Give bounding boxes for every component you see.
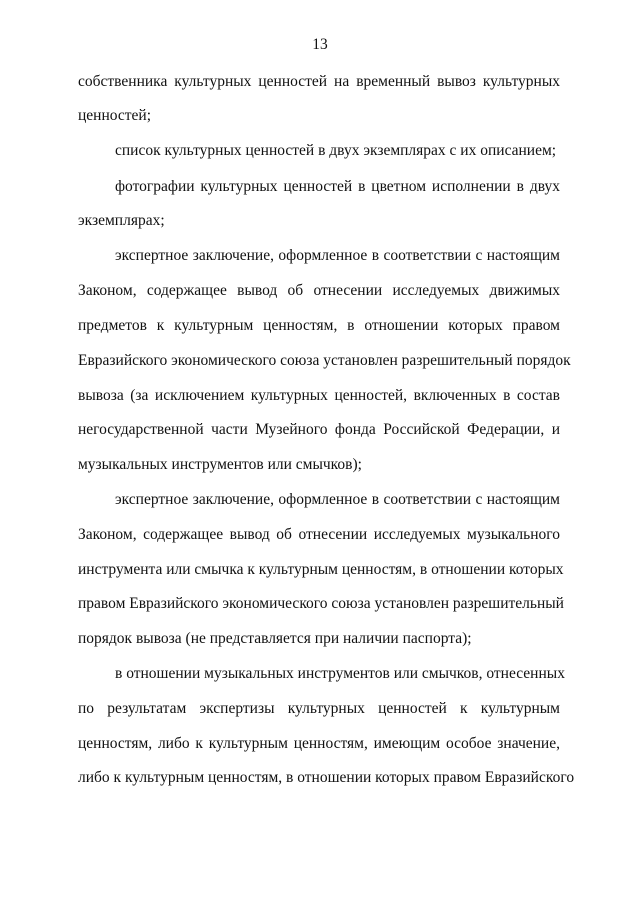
text-line: правом Евразийского экономического союза установлен разрешительный bbox=[78, 595, 564, 612]
text-line: в отношении музыкальных инструментов или смычков, отнесенных bbox=[115, 665, 565, 682]
text-line: инструмента или смычка к культурным ценностям, в отношении которых bbox=[78, 561, 564, 578]
text-line: фотографии культурных ценностей в цветном исполнении в двух bbox=[115, 178, 560, 195]
text-line: Евразийского экономического союза установлен разрешительный порядок bbox=[78, 352, 571, 369]
text-line: Законом, содержащее вывод об отнесении исследуемых музыкального bbox=[78, 526, 560, 543]
text-line: экспертное заключение, оформленное в соответствии с настоящим bbox=[115, 491, 560, 508]
text-line: собственника культурных ценностей на временный вывоз культурных bbox=[78, 73, 560, 90]
text-line: экспертное заключение, оформленное в соответствии с настоящим bbox=[115, 247, 560, 264]
text-line: ценностей; bbox=[78, 107, 152, 124]
text-line: список культурных ценностей в двух экземплярах с их описанием; bbox=[115, 142, 557, 159]
text-line: порядок вывоза (не представляется при наличии паспорта); bbox=[78, 630, 472, 647]
text-line: музыкальных инструментов или смычков); bbox=[78, 456, 362, 473]
text-line: вывоза (за исключением культурных ценностей, включенных в состав bbox=[78, 387, 560, 404]
text-line: либо к культурным ценностям, в отношении которых правом Евразийского bbox=[78, 769, 575, 786]
text-line: Законом, содержащее вывод об отнесении исследуемых движимых bbox=[78, 282, 560, 299]
text-line: негосударственной части Музейного фонда Российской Федерации, и bbox=[78, 421, 560, 438]
text-line: ценностям, либо к культурным ценностям, имеющим особое значение, bbox=[78, 735, 560, 752]
page-number: 13 bbox=[312, 36, 328, 53]
text-line: по результатам экспертизы культурных ценностей к культурным bbox=[78, 700, 560, 717]
text-line: предметов к культурным ценностям, в отношении которых правом bbox=[78, 317, 560, 334]
text-line: экземплярах; bbox=[78, 212, 165, 229]
